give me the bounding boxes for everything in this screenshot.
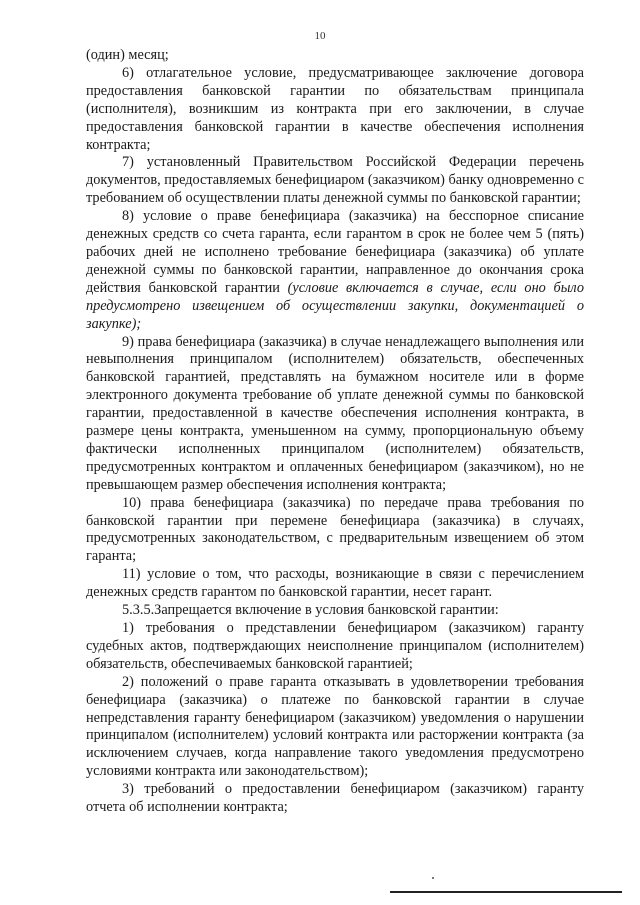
- paragraph-item-8-text: 8) условие о праве бенефициара (заказчика) на бесспорное списание денежных средств со счета гаранта, если гарантом в срок не более чем 5 (пять) рабочих дней не исполнено требование бенефициара (заказчика) об уплате денежной суммы по банковской гарантии, направленное до окончания срока действия банковской гарантии: [86, 208, 584, 296]
- section-heading-5-3-5: 5.3.5.Запрещается включение в условия банковской гарантии:: [122, 602, 499, 619]
- paragraph-item-8-note: (условие включается в случае, если оно было предусмотрено извещением об осуществлении закупки, документацией о закупке);: [86, 279, 584, 332]
- paragraph-item-7: 7) установленный Правительством Российской Федерации перечень документов, предоставляемых бенефициаром (заказчиком) банку одновременно с требованием об осуществлении платы денежной суммы по банковской гарантии;: [86, 154, 584, 207]
- paragraph-item-9: 9) права бенефициара (заказчика) в случае ненадлежащего выполнения или невыполнения принципалом (исполнителем) обязательств, обеспеченных банковской гарантией, представлять на бумажном носителе или в форме электронного документа требование об уплате денежной суммы по банковской гарантии, предоставленной в качестве обеспечения исполнения контракта, в размере цены контракта, уменьшенном на сумму, пропорциональную объему фактически исполненных принципалом (исполнителем) обязательств, предусмотренных контрактом и оплаченных бенефициаром (заказчиком), но не превышающем размер обеспечения исполнения контракта;: [86, 333, 584, 493]
- paragraph-continuation: (один) месяц;: [86, 47, 169, 63]
- page-number: 10: [314, 30, 326, 42]
- paragraph-prohibition-3: 3) требований о предоставлении бенефициаром (заказчиком) гаранту отчета об исполнении контракта;: [86, 781, 584, 816]
- paragraph-item-10: 10) права бенефициара (заказчика) по передаче права требования по банковской гарантии при перемене бенефициара (заказчика) в случаях, предусмотренных законодательством, с предварительным извещением об этом гаранта;: [86, 494, 584, 565]
- paragraph-item-8: [86, 208, 584, 333]
- paragraph-prohibition-1: 1) требования о представлении бенефициаром (заказчиком) гаранту судебных актов, подтверждающих неисполнение принципалом (исполнителем) обязательств, обеспечиваемых банковской гарантией;: [86, 620, 584, 672]
- paragraph-prohibition-2: 2) положений о праве гаранта отказывать в удовлетворении требования бенефициара (заказчика) о платеже по банковской гарантии в случае непредставления гаранту бенефициаром (заказчиком) уведомления о нарушении принципалом (исполнителем) условий контракта или расторжении контракта (за исключением случаев, когда направление такого уведомления предусмотрено условиями контракта или законодательством);: [86, 673, 584, 780]
- paragraph-item-11: 11) условие о том, что расходы, возникающие в связи с перечислением денежных средств гарантом по банковской гарантии, несет гарант.: [86, 566, 584, 601]
- paragraph-item-6: 6) отлагательное условие, предусматривающее заключение договора предоставления банковской гарантии по обязательствам принципала (исполнителя), возникшим из контракта при его заключении, в случае предоставления банковской гарантии в качестве обеспечения исполнения контракта;: [86, 64, 584, 153]
- footer-rule: [390, 891, 622, 893]
- document-body: [86, 47, 584, 817]
- scan-mark: [432, 877, 434, 879]
